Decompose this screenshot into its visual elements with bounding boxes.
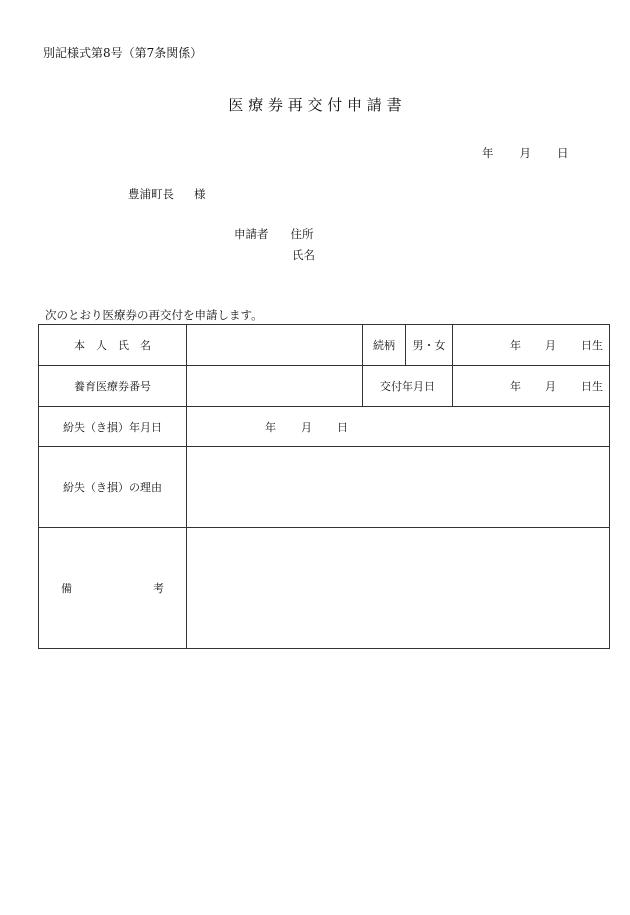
remarks-field[interactable]: [187, 528, 610, 649]
loss-day-label: 日: [337, 420, 348, 434]
table-row: [39, 407, 610, 447]
birth-date-field[interactable]: [453, 325, 610, 366]
addressee: [128, 186, 206, 202]
remarks-label-right: 考: [153, 582, 164, 595]
date-year-label: 年: [482, 146, 494, 160]
applicant-address-line: [234, 226, 314, 242]
applicant-label: 申請者: [234, 227, 269, 241]
birth-day-label: 日生: [581, 339, 603, 352]
document-title: 医 療 券 再 交 付 申 請 書: [228, 96, 402, 114]
loss-date-field[interactable]: [187, 407, 610, 447]
relation-label: 続柄: [363, 325, 406, 366]
issue-month-label: 月: [545, 380, 556, 393]
issue-date-field[interactable]: [453, 366, 610, 407]
remarks-label-left: 備: [61, 582, 72, 595]
loss-reason-field[interactable]: [187, 447, 610, 528]
birth-year-label: 年: [510, 339, 521, 352]
person-name-field[interactable]: [187, 325, 363, 366]
table-row: [39, 528, 610, 649]
gender-option[interactable]: 男・女: [406, 325, 453, 366]
application-table: [38, 324, 610, 649]
remarks-label: [39, 528, 187, 649]
addressee-name: 豊浦町長: [128, 187, 174, 201]
date-month-label: 月: [519, 146, 531, 160]
birth-month-label: 月: [545, 339, 556, 352]
medical-ticket-number-field[interactable]: [187, 366, 363, 407]
loss-year-label: 年: [265, 420, 276, 434]
issue-year-label: 年: [510, 380, 521, 393]
applicant-name-line: [292, 247, 315, 263]
address-label: 住所: [290, 227, 314, 241]
person-name-label: 本 人 氏 名: [39, 325, 187, 366]
issue-date-label: 交付年月日: [363, 366, 453, 407]
loss-date-label: 紛失（き損）年月日: [39, 407, 187, 447]
issue-day-label: 日生: [581, 380, 603, 393]
application-date: [482, 145, 569, 161]
loss-month-label: 月: [301, 420, 312, 434]
table-row: [39, 447, 610, 528]
loss-reason-label: 紛失（き損）の理由: [39, 447, 187, 528]
table-row: [39, 325, 610, 366]
table-row: [39, 366, 610, 407]
name-label: 氏名: [292, 248, 315, 262]
intro-text: 次のとおり医療券の再交付を申請します。: [45, 308, 263, 322]
date-day-label: 日: [557, 146, 569, 160]
form-number: 別記様式第8号（第7条関係）: [43, 46, 203, 60]
medical-ticket-number-label: 養育医療券番号: [39, 366, 187, 407]
addressee-honorific: 様: [194, 187, 206, 201]
